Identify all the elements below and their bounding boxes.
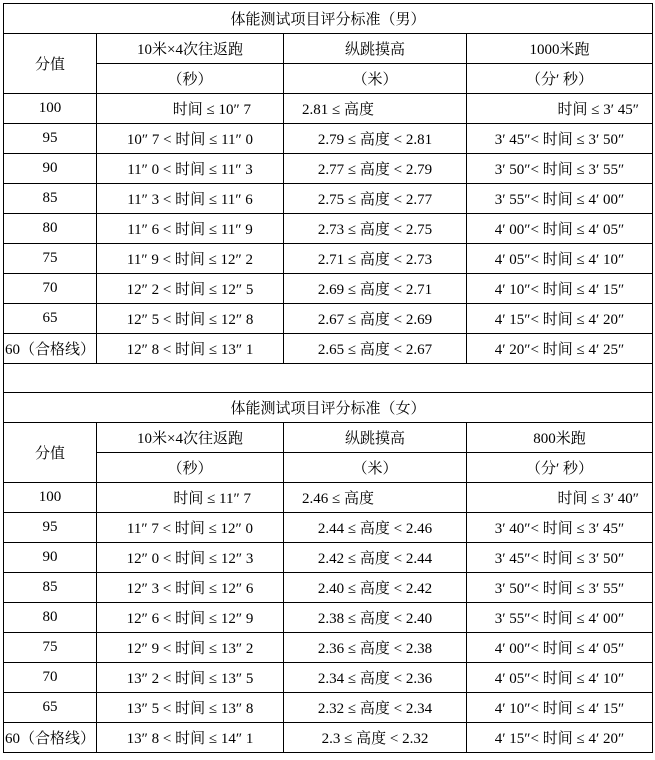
- score-cell: 70: [4, 274, 97, 304]
- vertical-jump-cell: 2.75 ≤ 高度 < 2.77: [284, 184, 467, 214]
- female-header-row-events: [4, 423, 653, 453]
- female-event-header-distance-run: 800米跑: [467, 423, 653, 453]
- distance-run-cell: 3′ 55″< 时间 ≤ 4′ 00″: [467, 603, 653, 633]
- female-unit-header-meters: （米）: [284, 453, 467, 483]
- shuttle-run-cell: 10″ 7 < 时间 ≤ 11″ 0: [97, 124, 284, 154]
- score-cell: 60（合格线）: [4, 723, 97, 753]
- vertical-jump-cell: 2.42 ≤ 高度 < 2.44: [284, 543, 467, 573]
- vertical-jump-cell: 2.71 ≤ 高度 < 2.73: [284, 244, 467, 274]
- distance-run-cell: 4′ 15″< 时间 ≤ 4′ 20″: [467, 723, 653, 753]
- shuttle-run-cell: 11″ 3 < 时间 ≤ 11″ 6: [97, 184, 284, 214]
- male-event-header-distance-run: 1000米跑: [467, 34, 653, 64]
- fitness-standards-table: [3, 3, 653, 753]
- male-row-95: [4, 124, 653, 154]
- shuttle-run-cell: 12″ 6 < 时间 ≤ 12″ 9: [97, 603, 284, 633]
- female-event-header-vertical-jump: 纵跳摸高: [284, 423, 467, 453]
- female-row-95: [4, 513, 653, 543]
- shuttle-run-cell: 时间 ≤ 10″ 7: [97, 94, 284, 124]
- shuttle-run-cell: 11″ 7 < 时间 ≤ 12″ 0: [97, 513, 284, 543]
- score-cell: 85: [4, 184, 97, 214]
- distance-run-cell: 4′ 20″< 时间 ≤ 4′ 25″: [467, 334, 653, 364]
- distance-run-cell: 3′ 50″< 时间 ≤ 3′ 55″: [467, 154, 653, 184]
- vertical-jump-cell: 2.81 ≤ 高度: [284, 94, 467, 124]
- distance-run-cell: 3′ 55″< 时间 ≤ 4′ 00″: [467, 184, 653, 214]
- shuttle-run-cell: 13″ 5 < 时间 ≤ 13″ 8: [97, 693, 284, 723]
- male-table-title: 体能测试项目评分标准（男）: [4, 4, 653, 34]
- shuttle-run-cell: 12″ 3 < 时间 ≤ 12″ 6: [97, 573, 284, 603]
- vertical-jump-cell: 2.36 ≤ 高度 < 2.38: [284, 633, 467, 663]
- female-table-title: 体能测试项目评分标准（女）: [4, 393, 653, 423]
- vertical-jump-cell: 2.77 ≤ 高度 < 2.79: [284, 154, 467, 184]
- male-header-row-units: [4, 64, 653, 94]
- score-cell: 75: [4, 633, 97, 663]
- female-row-90: [4, 543, 653, 573]
- score-cell: 85: [4, 573, 97, 603]
- distance-run-cell: 3′ 45″< 时间 ≤ 3′ 50″: [467, 543, 653, 573]
- female-row-80: [4, 603, 653, 633]
- distance-run-cell: 3′ 50″< 时间 ≤ 3′ 55″: [467, 573, 653, 603]
- vertical-jump-cell: 2.67 ≤ 高度 < 2.69: [284, 304, 467, 334]
- female-score-header-cell: 分值: [4, 423, 97, 483]
- distance-run-cell: 3′ 45″< 时间 ≤ 3′ 50″: [467, 124, 653, 154]
- vertical-jump-cell: 2.46 ≤ 高度: [284, 483, 467, 513]
- male-row-85: [4, 184, 653, 214]
- male-row-75: [4, 244, 653, 274]
- shuttle-run-cell: 11″ 0 < 时间 ≤ 11″ 3: [97, 154, 284, 184]
- male-row-70: [4, 274, 653, 304]
- shuttle-run-cell: 13″ 2 < 时间 ≤ 13″ 5: [97, 663, 284, 693]
- shuttle-run-cell: 11″ 9 < 时间 ≤ 12″ 2: [97, 244, 284, 274]
- female-title-row: [4, 393, 653, 423]
- female-row-100: [4, 483, 653, 513]
- vertical-jump-cell: 2.38 ≤ 高度 < 2.40: [284, 603, 467, 633]
- female-row-65: [4, 693, 653, 723]
- vertical-jump-cell: 2.40 ≤ 高度 < 2.42: [284, 573, 467, 603]
- shuttle-run-cell: 12″ 0 < 时间 ≤ 12″ 3: [97, 543, 284, 573]
- distance-run-cell: 时间 ≤ 3′ 40″: [467, 483, 653, 513]
- distance-run-cell: 4′ 05″< 时间 ≤ 4′ 10″: [467, 244, 653, 274]
- vertical-jump-cell: 2.69 ≤ 高度 < 2.71: [284, 274, 467, 304]
- female-unit-header-min-sec: （分′ 秒）: [467, 453, 653, 483]
- male-event-header-vertical-jump: 纵跳摸高: [284, 34, 467, 64]
- female-event-header-shuttle-run: 10米×4次往返跑: [97, 423, 284, 453]
- shuttle-run-cell: 12″ 5 < 时间 ≤ 12″ 8: [97, 304, 284, 334]
- distance-run-cell: 4′ 10″< 时间 ≤ 4′ 15″: [467, 274, 653, 304]
- score-cell: 90: [4, 543, 97, 573]
- score-cell: 95: [4, 513, 97, 543]
- score-cell: 75: [4, 244, 97, 274]
- distance-run-cell: 4′ 15″< 时间 ≤ 4′ 20″: [467, 304, 653, 334]
- female-header-row-units: [4, 453, 653, 483]
- score-cell: 95: [4, 124, 97, 154]
- score-cell: 100: [4, 94, 97, 124]
- female-row-60-passline: [4, 723, 653, 753]
- female-row-85: [4, 573, 653, 603]
- vertical-jump-cell: 2.32 ≤ 高度 < 2.34: [284, 693, 467, 723]
- male-row-90: [4, 154, 653, 184]
- shuttle-run-cell: 13″ 8 < 时间 ≤ 14″ 1: [97, 723, 284, 753]
- score-cell: 80: [4, 214, 97, 244]
- male-row-100: [4, 94, 653, 124]
- female-row-70: [4, 663, 653, 693]
- female-row-75: [4, 633, 653, 663]
- shuttle-run-cell: 12″ 8 < 时间 ≤ 13″ 1: [97, 334, 284, 364]
- male-unit-header-min-sec: （分′ 秒）: [467, 64, 653, 94]
- vertical-jump-cell: 2.79 ≤ 高度 < 2.81: [284, 124, 467, 154]
- shuttle-run-cell: 11″ 6 < 时间 ≤ 11″ 9: [97, 214, 284, 244]
- male-unit-header-seconds: （秒）: [97, 64, 284, 94]
- spacer-cell: [4, 364, 653, 393]
- score-cell: 90: [4, 154, 97, 184]
- male-score-header-cell: 分值: [4, 34, 97, 94]
- male-event-header-shuttle-run: 10米×4次往返跑: [97, 34, 284, 64]
- distance-run-cell: 4′ 00″< 时间 ≤ 4′ 05″: [467, 214, 653, 244]
- female-unit-header-seconds: （秒）: [97, 453, 284, 483]
- vertical-jump-cell: 2.65 ≤ 高度 < 2.67: [284, 334, 467, 364]
- male-row-80: [4, 214, 653, 244]
- male-header-row-events: [4, 34, 653, 64]
- vertical-jump-cell: 2.34 ≤ 高度 < 2.36: [284, 663, 467, 693]
- shuttle-run-cell: 12″ 2 < 时间 ≤ 12″ 5: [97, 274, 284, 304]
- score-cell: 100: [4, 483, 97, 513]
- distance-run-cell: 4′ 10″< 时间 ≤ 4′ 15″: [467, 693, 653, 723]
- shuttle-run-cell: 时间 ≤ 11″ 7: [97, 483, 284, 513]
- score-cell: 65: [4, 693, 97, 723]
- distance-run-cell: 时间 ≤ 3′ 45″: [467, 94, 653, 124]
- distance-run-cell: 4′ 00″< 时间 ≤ 4′ 05″: [467, 633, 653, 663]
- male-row-65: [4, 304, 653, 334]
- vertical-jump-cell: 2.44 ≤ 高度 < 2.46: [284, 513, 467, 543]
- score-cell: 60（合格线）: [4, 334, 97, 364]
- male-row-60-passline: [4, 334, 653, 364]
- vertical-jump-cell: 2.73 ≤ 高度 < 2.75: [284, 214, 467, 244]
- male-title-row: [4, 4, 653, 34]
- shuttle-run-cell: 12″ 9 < 时间 ≤ 13″ 2: [97, 633, 284, 663]
- score-cell: 70: [4, 663, 97, 693]
- spacer-row: [4, 364, 653, 393]
- score-cell: 65: [4, 304, 97, 334]
- male-unit-header-meters: （米）: [284, 64, 467, 94]
- distance-run-cell: 3′ 40″< 时间 ≤ 3′ 45″: [467, 513, 653, 543]
- vertical-jump-cell: 2.3 ≤ 高度 < 2.32: [284, 723, 467, 753]
- score-cell: 80: [4, 603, 97, 633]
- distance-run-cell: 4′ 05″< 时间 ≤ 4′ 10″: [467, 663, 653, 693]
